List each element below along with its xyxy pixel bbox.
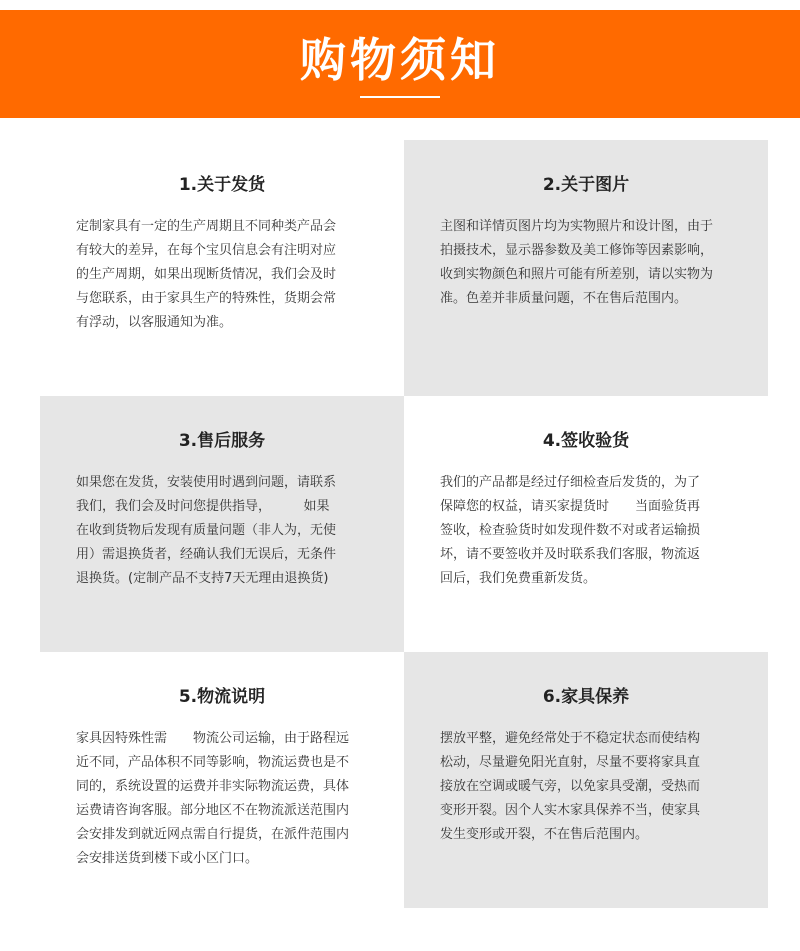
section-after-sales xyxy=(40,396,404,652)
section-body: 定制家具有一定的生产周期且不同种类产品会 有较大的差异，在每个宝贝信息会有注明对应 的生产周期，如果出现断货情况，我们会及时 与您联系，由于家具生产的特殊性，货期会常 有浮动，以客服通知为准。 xyxy=(76,219,337,330)
section-logistics xyxy=(40,652,404,908)
page-title: 购物须知 xyxy=(300,33,500,87)
section-body: 主图和详情页图片均为实物照片和设计图，由于 拍摄技术，显示器参数及美工修饰等因素影响， 收到实物颜色和照片可能有所差别，请以实物为 准。色差并非质量问题，不在售后范围内。 xyxy=(440,219,714,306)
title-underline xyxy=(360,96,440,98)
section-shipping xyxy=(40,140,404,396)
section-inspection xyxy=(404,396,768,652)
section-body: 如果您在发货，安装使用时遇到问题，请联系 我们，我们会及时问您提供指导， 如果 在收到货物后发现有质量问题（非人为，无使 用）需退换货者，经确认我们无误后，无条件 退换货。(定制产品不支持7天无理由退换货) xyxy=(76,475,337,586)
section-images xyxy=(404,140,768,396)
notice-grid xyxy=(40,140,768,908)
section-maintenance xyxy=(404,652,768,908)
section-title: 4.签收验货 xyxy=(542,431,630,451)
section-body: 家具因特殊性需 物流公司运输，由于路程远 近不同，产品体积不同等影响，物流运费也是不 同的，系统设置的运费并非实际物流运费，具体 运费请咨询客服。部分地区不在物流派送范围内 会安排发到就近网点需自行提货，在派件范围内 会安排送货到楼下或小区门口。 xyxy=(76,731,350,866)
section-title: 1.关于发货 xyxy=(178,175,266,195)
section-title: 5.物流说明 xyxy=(178,687,266,707)
header-banner xyxy=(0,10,800,118)
section-title: 3.售后服务 xyxy=(178,431,266,451)
section-title: 2.关于图片 xyxy=(542,175,630,195)
section-title: 6.家具保养 xyxy=(542,687,630,707)
section-body: 摆放平整，避免经常处于不稳定状态而使结构 松动，尽量避免阳光直射，尽量不要将家具直 接放在空调或暖气旁，以免家具受潮，受热而 变形开裂。因个人实木家具保养不当，使家具 发生变形或开裂，不在售后范围内。 xyxy=(440,731,701,842)
section-body: 我们的产品都是经过仔细检查后发货的，为了 保障您的权益，请买家提货时 当面验货再 签收，检查验货时如发现件数不对或者运输损 坏，请不要签收并及时联系我们客服，物流返 回后，我们免费重新发货。 xyxy=(440,475,701,586)
